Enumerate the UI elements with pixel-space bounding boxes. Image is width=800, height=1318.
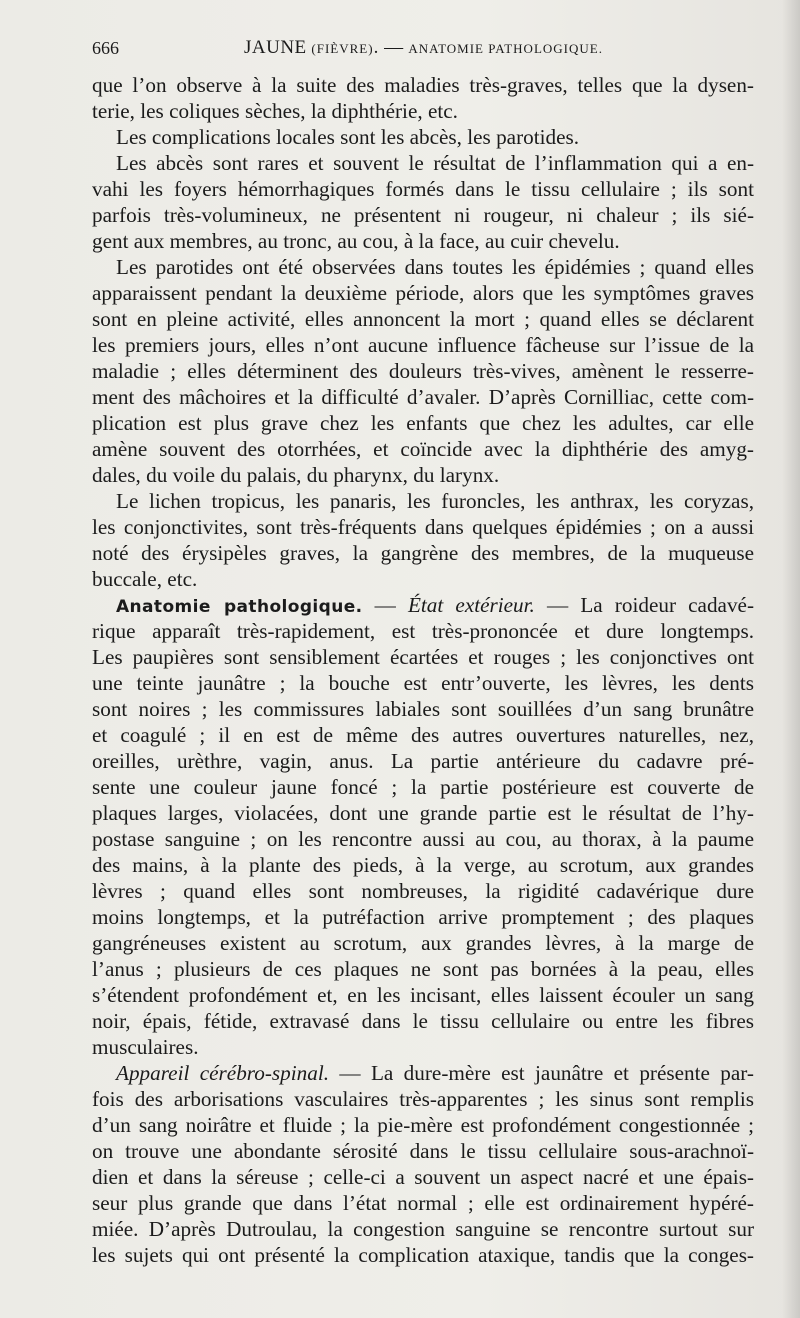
page-edge-shadow: [782, 0, 800, 1318]
page-number: 666: [92, 38, 119, 58]
italic-subheading: État extérieur.: [407, 593, 535, 617]
line-text: noté des érysipèles graves, la gangrène des membres, de la muqueuse: [92, 541, 754, 565]
text-line: [92, 332, 754, 358]
line-text: parfois très-volumineux, ne présentent ni rougeur, ni chaleur ; ils sié-: [92, 203, 754, 227]
text-line: [92, 644, 754, 670]
text-line: [92, 1216, 754, 1242]
text-line: [92, 774, 754, 800]
line-text: une teinte jaunâtre ; la bouche est entr’ouverte, les lèvres, les dents: [92, 671, 754, 695]
line-text: postase sanguine ; on les rencontre aussi au cou, au thorax, à la paume: [92, 827, 754, 851]
line-text: les conjonctivites, sont très-fréquents dans quelques épidémies ; on a aussi: [92, 515, 754, 539]
line-text: que l’on observe à la suite des maladies très-graves, telles que la dysen-: [92, 73, 754, 97]
text-line: [92, 462, 754, 488]
text-line: [92, 98, 754, 124]
line-text: Les abcès sont rares et souvent le résultat de l’inflammation qui a en-: [116, 151, 754, 175]
line-text: seur plus grande que dans l’état normal ; elle est ordinairement hypéré-: [92, 1191, 754, 1215]
text-line: [92, 436, 754, 462]
line-text: les premiers jours, elles n’ont aucune influence fâcheuse sur l’issue de la: [92, 333, 754, 357]
text-line: [92, 1034, 754, 1060]
line-text: miée. D’après Dutroulau, la congestion sanguine se rencontre surtout sur: [92, 1217, 754, 1241]
line-text: plaques larges, violacées, dont une grande partie est le résultat de l’hy-: [92, 801, 754, 825]
line-text: musculaires.: [92, 1035, 199, 1059]
text-line: [92, 358, 754, 384]
text-line: [92, 124, 754, 150]
title-paren: (FIÈVRE): [311, 41, 374, 56]
text-line: [92, 150, 754, 176]
line-text: amène souvent des otorrhées, et coïncide avec la diphthérie des amyg-: [92, 437, 754, 461]
text-line: [92, 618, 754, 644]
line-text: rique apparaît très-rapidement, est très-prononcée et dure longtemps.: [92, 619, 754, 643]
text-line: [92, 852, 754, 878]
line-text: dales, du voile du palais, du pharynx, du larynx.: [92, 463, 500, 487]
text-line: [92, 384, 754, 410]
text-line: [92, 176, 754, 202]
line-text: gangréneuses existent au scrotum, aux grandes lèvres, à la marge de: [92, 931, 754, 955]
line-text: Le lichen tropicus, les panaris, les furoncles, les anthrax, les coryzas,: [116, 489, 754, 513]
text-line: [92, 540, 754, 566]
body-text: [92, 72, 754, 1268]
line-text: terie, les coliques sèches, la diphthérie, etc.: [92, 99, 458, 123]
line-text: apparaissent pendant la deuxième période, alors que les symptômes graves: [92, 281, 754, 305]
line-text: oreilles, urèthre, vagin, anus. La partie antérieure du cadavre pré-: [92, 749, 754, 773]
text-line: [92, 1086, 754, 1112]
section-heading: Anatomie pathologique.: [116, 597, 363, 617]
text-line: [92, 800, 754, 826]
text-line: [92, 1242, 754, 1268]
text-line: [92, 72, 754, 98]
text-line: [92, 1060, 754, 1086]
line-text: fois des arborisations vasculaires très-apparentes ; les sinus sont remplis: [92, 1087, 754, 1111]
line-text: d’un sang noirâtre et fluide ; la pie-mère est profondément congestionnée ;: [92, 1113, 754, 1137]
text-line: [92, 722, 754, 748]
line-text: l’anus ; plusieurs de ces plaques ne sont pas bornées à la peau, elles: [92, 957, 754, 981]
text-line: [92, 514, 754, 540]
line-text: buccale, etc.: [92, 567, 198, 591]
text-line: [92, 826, 754, 852]
text-line: [92, 488, 754, 514]
text-line: [92, 1190, 754, 1216]
line-text: on trouve une abondante sérosité dans le tissu cellulaire sous-arachnoï-: [92, 1139, 754, 1163]
text-line: [92, 254, 754, 280]
line-text: dien et dans la séreuse ; celle-ci a souvent un aspect nacré et une épais-: [92, 1165, 754, 1189]
line-text: noir, épais, fétide, extravasé dans le tissu cellulaire ou entre les fibres: [92, 1009, 754, 1033]
line-text-continued: — La dure-mère est jaunâtre et présente par-: [329, 1061, 754, 1085]
title-separator: . —: [373, 37, 404, 58]
line-text: gent aux membres, au tronc, au cou, à la face, au cuir chevelu.: [92, 229, 620, 253]
text-line: [92, 748, 754, 774]
line-text: lèvres ; quand elles sont nombreuses, la rigidité cadavérique dure: [92, 879, 754, 903]
running-title: [244, 34, 603, 63]
text-line: [92, 878, 754, 904]
text-line: [92, 410, 754, 436]
text-line: [92, 592, 754, 618]
line-text: plication est plus grave chez les enfants que chez les adultes, car elle: [92, 411, 754, 435]
line-text: Les parotides ont été observées dans toutes les épidémies ; quand elles: [116, 255, 754, 279]
line-text: les sujets qui ont présenté la complication ataxique, tandis que la conges-: [92, 1243, 754, 1267]
line-text: ment des mâchoires et la difficulté d’avaler. D’après Cornilliac, cette com-: [92, 385, 754, 409]
line-text: vahi les foyers hémorrhagiques formés dans le tissu cellulaire ; ils sont: [92, 177, 754, 201]
line-text: s’étendent profondément et, en les incisant, elles laissent écouler un sang: [92, 983, 754, 1007]
line-text: sont en pleine activité, elles annoncent la mort ; quand elles se déclarent: [92, 307, 754, 331]
text-line: [92, 1008, 754, 1034]
line-text: Les complications locales sont les abcès, les parotides.: [116, 125, 580, 149]
text-line: [92, 904, 754, 930]
line-text: et coagulé ; il en est de même des autres ouvertures naturelles, nez,: [92, 723, 754, 747]
text-line: [92, 1138, 754, 1164]
text-line: [92, 670, 754, 696]
line-text: des mains, à la plante des pieds, à la verge, au scrotum, aux grandes: [92, 853, 754, 877]
text-line: [92, 202, 754, 228]
text-line: [92, 566, 754, 592]
italic-subheading: Appareil cérébro-spinal.: [116, 1061, 329, 1085]
text-line: [92, 1164, 754, 1190]
text-line: [92, 280, 754, 306]
running-head: [92, 34, 752, 62]
text-line: [92, 228, 754, 254]
text-line: [92, 306, 754, 332]
title-section: ANATOMIE PATHOLOGIQUE.: [408, 41, 603, 56]
text-line: [92, 1112, 754, 1138]
line-text: —: [362, 593, 408, 617]
line-text: sont noires ; les commissures labiales sont souillées d’un sang brunâtre: [92, 697, 754, 721]
text-line: [92, 982, 754, 1008]
text-line: [92, 696, 754, 722]
text-line: [92, 930, 754, 956]
line-text: sente une couleur jaune foncé ; la partie postérieure est couverte de: [92, 775, 754, 799]
line-text: maladie ; elles déterminent des douleurs très-vives, amènent le resserre-: [92, 359, 754, 383]
line-text: moins longtemps, et la putréfaction arrive promptement ; des plaques: [92, 905, 754, 929]
text-line: [92, 956, 754, 982]
title-main: JAUNE: [244, 37, 307, 58]
line-text: Les paupières sont sensiblement écartées et rouges ; les conjonctives ont: [92, 645, 754, 669]
line-text-continued: — La roideur cadavé-: [534, 593, 754, 617]
